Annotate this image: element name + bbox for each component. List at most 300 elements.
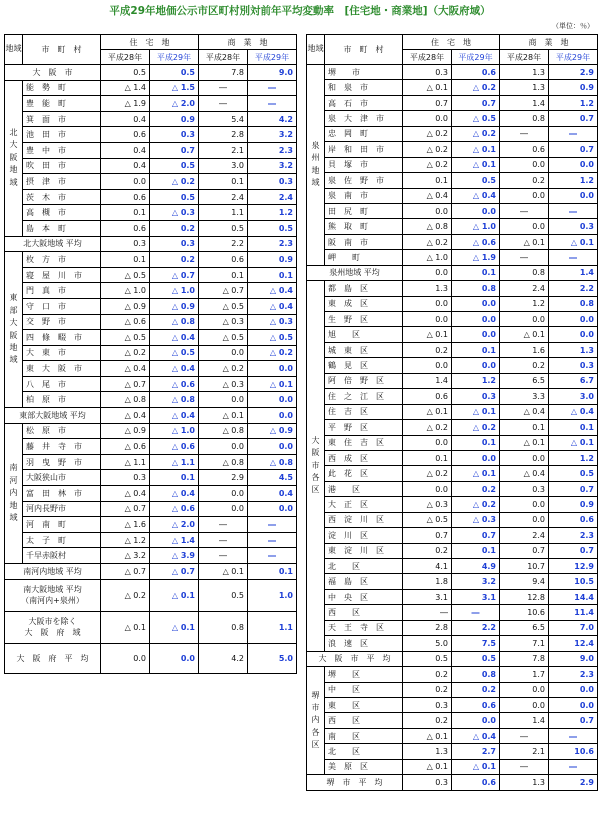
value-res-h29: △ 0.1 [452,404,500,419]
value-res-h29: 0.3 [452,389,500,404]
table-row [5,579,297,611]
value-com-h29: 1.2 [549,450,598,465]
city-name: 柏 原 市 [23,392,101,408]
value-res-h29: 0.5 [452,651,500,666]
value-com-h28: 3.3 [500,389,549,404]
table-row [307,358,598,373]
value-com-h29: 0.5 [549,466,598,481]
value-com-h29: 5.0 [248,643,297,673]
region-char: 各 [311,727,320,737]
value-com-h29: 1.2 [549,173,598,188]
value-com-h29: 1.0 [248,579,297,611]
city-name: 阿 倍 野 区 [325,373,403,388]
value-res-h28: 0.2 [403,713,452,728]
value-res-h29: 0.5 [150,65,199,81]
city-name: 福 島 区 [325,574,403,589]
value-res-h28: 5.0 [403,636,452,651]
value-com-h29: 3.0 [549,389,598,404]
city-name: 中 央 区 [325,589,403,604]
value-res-h28: △ 0.1 [403,404,452,419]
table-row [307,203,598,218]
table-row [5,345,297,361]
value-res-h28: △ 0.1 [403,327,452,342]
table-row [5,205,297,221]
value-com-h28: 7.8 [199,65,248,81]
value-com-h28: 6.5 [500,373,549,388]
table-row [307,95,598,110]
value-com-h28: 10.6 [500,605,549,620]
value-res-h28: 0.0 [403,481,452,496]
city-name: 豊 中 市 [23,142,101,158]
value-res-h29: 2.7 [452,744,500,759]
value-com-h29: 0.6 [549,512,598,527]
value-res-h29: △ 0.1 [452,157,500,172]
value-com-h28: 0.1 [199,174,248,190]
value-res-h28: △ 0.7 [101,376,150,392]
value-com-h29: 0.3 [549,219,598,234]
table-row [5,174,297,190]
value-com-h29: 0.0 [248,361,297,377]
value-com-h29: △ 0.3 [248,314,297,330]
value-com-h28: 0.8 [199,611,248,643]
value-res-h28: △ 0.2 [403,420,452,435]
table-row [307,80,598,95]
left-table [4,34,297,674]
page-title: 平成29年地価公示市区町村別対前年平均変動率 [住宅地・商業地]（大阪府域） [109,5,491,17]
table-row [307,744,598,759]
region-label [5,252,23,408]
value-res-h28: 0.3 [101,470,150,486]
value-com-h28: 0.0 [500,188,549,203]
value-res-h28: △ 1.4 [101,80,150,96]
value-com-h28: 5.4 [199,111,248,127]
value-com-h28: 0.0 [199,439,248,455]
city-name: 大 正 区 [325,497,403,512]
value-com-h29: △ 0.2 [248,345,297,361]
value-com-h28: △ 0.4 [500,404,549,419]
value-com-h28: △ 0.2 [199,361,248,377]
value-res-h29: 0.5 [150,158,199,174]
table-row [307,327,598,342]
city-name: 東 成 区 [325,296,403,311]
value-com-h29: 0.0 [248,392,297,408]
city-name: 守 口 市 [23,298,101,314]
city-name: 四 條 畷 市 [23,330,101,346]
city-name: 富 田 林 市 [23,486,101,502]
table-row [307,126,598,141]
value-res-h29: 0.1 [452,435,500,450]
value-com-h28: △ 0.3 [199,314,248,330]
city-name: 忠 岡 町 [325,126,403,141]
table-row [307,697,598,712]
right-table [306,34,598,791]
city-name: 港 区 [325,481,403,496]
table-row [307,667,598,682]
value-com-h28: △ 0.1 [500,435,549,450]
value-res-h29: △ 1.0 [150,283,199,299]
value-com-h29: 0.9 [549,497,598,512]
value-res-h28: 0.0 [403,265,452,280]
city-name: 浪 速 区 [325,636,403,651]
value-res-h28: △ 0.2 [101,345,150,361]
value-com-h28: △ 0.1 [500,234,549,249]
city-name: 中 区 [325,682,403,697]
value-com-h29: 10.5 [549,574,598,589]
header-row [307,35,598,50]
value-com-h28: 2.2 [199,236,248,252]
value-res-h29: 2.2 [452,620,500,635]
region-char: 阪 [311,448,320,458]
value-res-h28: 2.8 [403,620,452,635]
table-row [5,252,297,268]
value-com-h29: △ 0.8 [248,454,297,470]
value-com-h28: △ 0.1 [199,564,248,580]
city-name: 太 子 町 [23,532,101,548]
table-row [307,157,598,172]
region-char: 域 [311,178,320,188]
value-com-h29: 9.0 [248,65,297,81]
value-res-h28: △ 0.2 [403,126,452,141]
unit-label: （単位：％） [552,22,594,30]
value-res-h28: 0.1 [403,173,452,188]
region-char: 阪 [9,330,18,340]
value-res-h29: △ 0.9 [150,298,199,314]
value-com-h28: 0.5 [199,220,248,236]
value-res-h28: ― [403,605,452,620]
value-res-h28: 0.6 [101,127,150,143]
value-res-h29: 0.7 [452,528,500,543]
value-com-h29: 12.9 [549,559,598,574]
value-com-h29: 2.2 [549,281,598,296]
value-res-h28: 0.2 [403,682,452,697]
header-row [5,35,297,50]
region-char: 阪 [9,152,18,162]
city-name: 岸 和 田 市 [325,142,403,157]
city-name: 大 阪 府 平 均 [5,643,101,673]
table-row [5,127,297,143]
city-name: 西 成 区 [325,450,403,465]
region-char: 州 [311,153,320,163]
value-com-h29: 0.7 [549,713,598,728]
region-char: 内 [311,715,320,725]
city-name: 和 泉 市 [325,80,403,95]
value-com-h29: ― [549,759,598,774]
header-h29: 平成29年 [150,50,199,65]
value-res-h29: △ 0.3 [150,205,199,221]
region-char: 大 [9,318,18,328]
value-res-h29: 0.7 [150,142,199,158]
city-name: 門 真 市 [23,283,101,299]
header-commercial: 商 業 地 [199,35,297,50]
value-com-h28: 2.1 [199,142,248,158]
value-res-h28: 0.3 [403,65,452,80]
table-row [5,501,297,517]
table-row [307,142,598,157]
value-com-h29: 0.0 [549,157,598,172]
header-h29: 平成29年 [248,50,297,65]
value-res-h29: 0.3 [150,236,199,252]
value-res-h29: △ 0.2 [452,420,500,435]
value-com-h29: 3.2 [248,158,297,174]
value-com-h28: △ 0.7 [199,283,248,299]
city-name: 千早赤阪村 [23,548,101,564]
value-com-h29: 3.2 [248,127,297,143]
region-char: 堺 [311,690,320,700]
value-com-h28: ― [500,126,549,141]
city-name: 東 淀 川 区 [325,543,403,558]
value-res-h29: 0.2 [452,682,500,697]
city-name: 東 区 [325,697,403,712]
value-res-h29: △ 3.9 [150,548,199,564]
value-com-h28: 12.8 [500,589,549,604]
city-name-line: 大阪市を除く [28,617,77,627]
region-char: 部 [9,305,18,315]
value-res-h28: △ 0.4 [403,188,452,203]
city-name: 大 阪 市 [5,65,101,81]
value-com-h28: 0.0 [500,157,549,172]
value-res-h28: 0.7 [403,95,452,110]
value-res-h29: 0.2 [452,481,500,496]
value-res-h28: 0.0 [403,296,452,311]
value-com-h28: 0.0 [500,450,549,465]
value-com-h29: 0.0 [549,312,598,327]
value-com-h29: 1.4 [549,265,598,280]
value-res-h29: △ 0.6 [150,439,199,455]
table-row [307,219,598,234]
value-res-h28: 0.2 [403,342,452,357]
table-row [5,142,297,158]
value-com-h28: 1.1 [199,205,248,221]
value-res-h29: △ 0.2 [150,174,199,190]
city-name: 八 尾 市 [23,376,101,392]
table-row [307,620,598,635]
city-name: 堺 市 平 均 [307,775,403,790]
city-name: 岬 町 [325,250,403,265]
region-char: 北 [9,128,18,138]
city-name: 高 槻 市 [23,205,101,221]
value-com-h28: 1.2 [500,296,549,311]
value-res-h28: △ 0.9 [101,423,150,439]
table-row [307,466,598,481]
table-row [307,234,598,249]
value-res-h29: △ 0.1 [452,759,500,774]
value-com-h28: ― [500,203,549,218]
city-name: 旭 区 [325,327,403,342]
value-com-h29: 14.4 [549,589,598,604]
value-res-h29: 0.5 [150,189,199,205]
value-res-h28: △ 0.2 [403,234,452,249]
value-com-h28: 0.0 [199,486,248,502]
value-res-h28: △ 0.1 [403,728,452,743]
value-com-h29: 0.0 [549,327,598,342]
value-com-h28: 2.4 [199,189,248,205]
city-name: 阪 南 市 [325,234,403,249]
value-com-h29: 0.3 [248,174,297,190]
table-row [307,111,598,126]
city-name: 南河内地域 平均 [5,564,101,580]
region-char: 東 [9,293,18,303]
value-com-h29: △ 0.9 [248,423,297,439]
value-res-h29: △ 1.4 [150,532,199,548]
value-com-h29: 0.5 [248,220,297,236]
value-com-h29: ― [248,96,297,112]
table-row [307,589,598,604]
value-com-h28: 4.2 [199,643,248,673]
value-res-h29: 0.6 [452,65,500,80]
value-com-h28: △ 0.8 [199,423,248,439]
table-row [5,548,297,564]
value-res-h28: △ 1.1 [101,454,150,470]
value-res-h29: △ 1.9 [452,250,500,265]
value-com-h29: 4.2 [248,111,297,127]
region-char: 域 [9,355,18,365]
value-res-h29: △ 0.8 [150,314,199,330]
value-com-h28: 0.2 [500,173,549,188]
header-region: 地域 [5,35,23,65]
table-row [307,775,598,790]
value-res-h28: 1.8 [403,574,452,589]
value-res-h28: △ 1.6 [101,517,150,533]
city-name: 高 石 市 [325,95,403,110]
value-res-h29: △ 0.1 [452,466,500,481]
region-char: 大 [9,140,18,150]
region-char: 内 [9,488,18,498]
city-name: 羽 曳 野 市 [23,454,101,470]
table-row [5,298,297,314]
value-res-h29: △ 0.5 [150,345,199,361]
table-row [307,281,598,296]
value-com-h28: 6.5 [500,620,549,635]
city-name: 能 勢 町 [23,80,101,96]
value-res-h28: 0.0 [101,174,150,190]
city-name: 河 南 町 [23,517,101,533]
table-row [5,236,297,252]
table-row [5,532,297,548]
value-com-h29: △ 0.1 [549,234,598,249]
city-name: 淀 川 区 [325,528,403,543]
value-res-h28: 0.6 [101,220,150,236]
value-res-h28: 0.0 [403,203,452,218]
city-name: 東 大 阪 市 [23,361,101,377]
city-name: 住 之 江 区 [325,389,403,404]
value-com-h28: 0.0 [500,682,549,697]
region-label [307,281,325,652]
value-res-h28: 1.3 [403,744,452,759]
region-char: 区 [311,740,320,750]
value-res-h29: 3.1 [452,589,500,604]
table-row [307,389,598,404]
city-name: 城 東 区 [325,342,403,357]
city-name: 大阪狭山市 [23,470,101,486]
value-res-h28: △ 0.7 [101,501,150,517]
region-label [307,65,325,266]
value-com-h29: ― [549,728,598,743]
value-res-h29: △ 2.0 [150,517,199,533]
value-res-h29: △ 1.1 [150,454,199,470]
value-com-h29: 0.3 [549,358,598,373]
header-h28: 平成28年 [101,50,150,65]
value-com-h29: 0.1 [248,564,297,580]
value-com-h29: 0.7 [549,543,598,558]
value-res-h29: △ 0.6 [150,501,199,517]
value-res-h28: △ 0.8 [403,219,452,234]
value-res-h29: 0.0 [452,358,500,373]
table-row [307,450,598,465]
value-com-h29: 2.9 [549,65,598,80]
city-name: 堺 区 [325,667,403,682]
value-res-h29: △ 0.4 [150,361,199,377]
table-row [307,728,598,743]
city-name: 吹 田 市 [23,158,101,174]
value-com-h28: 0.0 [500,312,549,327]
city-name: 河内長野市 [23,501,101,517]
header-h29: 平成29年 [452,50,500,65]
value-res-h28: △ 0.5 [101,330,150,346]
value-res-h29: △ 0.6 [150,376,199,392]
value-res-h28: △ 0.1 [403,759,452,774]
value-res-h28: △ 0.7 [101,564,150,580]
header-commercial: 商 業 地 [500,35,598,50]
value-com-h29: ― [248,532,297,548]
value-res-h28: △ 0.5 [101,267,150,283]
region-char: 地 [9,165,18,175]
value-com-h28: 2.4 [500,528,549,543]
region-char: 地 [9,342,18,352]
value-res-h28: △ 3.2 [101,548,150,564]
value-com-h29: 0.0 [248,439,297,455]
table-row [307,435,598,450]
city-name: 大 東 市 [23,345,101,361]
value-com-h28: 0.0 [199,392,248,408]
table-row [5,470,297,486]
value-com-h28: ― [199,548,248,564]
city-name: 平 野 区 [325,420,403,435]
region-label [5,423,23,563]
value-com-h28: △ 0.1 [199,408,248,424]
region-char: 地 [9,500,18,510]
table-row [307,404,598,419]
value-com-h28: 10.7 [500,559,549,574]
value-com-h29: 0.7 [549,142,598,157]
header-city: 市 町 村 [23,35,101,65]
value-com-h28: 0.0 [199,345,248,361]
region-label [5,80,23,236]
region-char: 域 [9,512,18,522]
value-res-h29: 0.2 [150,252,199,268]
value-res-h28: 0.3 [403,697,452,712]
value-com-h28: 0.2 [500,358,549,373]
value-res-h28: 0.2 [403,543,452,558]
header-city: 市 町 村 [325,35,403,65]
value-com-h29: △ 0.4 [248,298,297,314]
city-name: 西 区 [325,605,403,620]
value-res-h29: 7.5 [452,636,500,651]
value-res-h28: △ 0.2 [403,142,452,157]
city-name: 西 区 [325,713,403,728]
city-name: 枚 方 市 [23,252,101,268]
value-com-h28: △ 0.5 [199,330,248,346]
city-name: 北 区 [325,744,403,759]
value-com-h28: 1.3 [500,775,549,790]
value-com-h28: 0.7 [500,543,549,558]
value-res-h28: 0.0 [403,312,452,327]
value-res-h28: 0.6 [101,189,150,205]
table-row [307,250,598,265]
value-com-h29: 0.1 [248,267,297,283]
value-com-h29: △ 0.5 [248,330,297,346]
city-name: 西 淀 川 区 [325,512,403,527]
value-com-h28: △ 0.3 [199,376,248,392]
